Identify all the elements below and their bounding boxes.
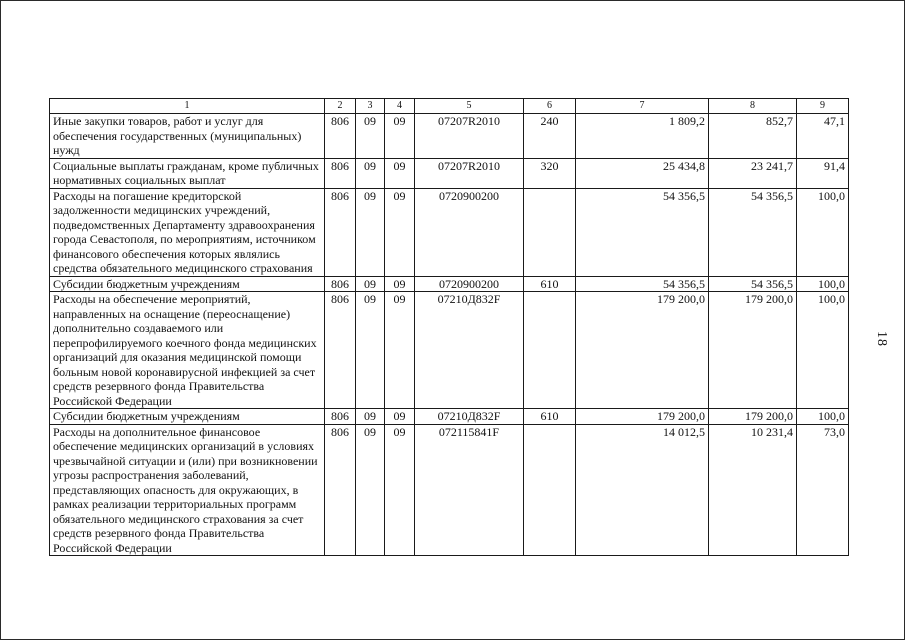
subsection-code: 09 [385,276,415,292]
subsection-code: 09 [385,424,415,556]
actual-amount: 23 241,7 [709,158,797,188]
subsection-code: 09 [385,114,415,159]
expense-name: Субсидии бюджетным учреждениям [50,276,325,292]
target-article-code: 07210Д832F [415,409,524,425]
expense-type-code: 610 [524,409,576,425]
expense-type-code [524,424,576,556]
expense-type-code [524,188,576,276]
actual-amount: 179 200,0 [709,409,797,425]
section-code: 09 [356,276,385,292]
execution-percent: 100,0 [797,292,849,409]
column-number: 8 [709,99,797,114]
subsection-code: 09 [385,409,415,425]
execution-percent: 73,0 [797,424,849,556]
expense-type-code: 610 [524,276,576,292]
department-code: 806 [325,292,356,409]
table-row [50,292,849,409]
actual-amount: 852,7 [709,114,797,159]
column-number: 6 [524,99,576,114]
expense-type-code: 320 [524,158,576,188]
planned-amount: 54 356,5 [576,188,709,276]
planned-amount: 179 200,0 [576,292,709,409]
page-number: 18 [874,331,889,347]
section-code: 09 [356,424,385,556]
column-number: 2 [325,99,356,114]
table-row [50,409,849,425]
table-row [50,188,849,276]
budget-table [49,98,849,556]
table-row [50,424,849,556]
section-code: 09 [356,114,385,159]
planned-amount: 25 434,8 [576,158,709,188]
expense-name: Субсидии бюджетным учреждениям [50,409,325,425]
expense-type-code [524,292,576,409]
execution-percent: 47,1 [797,114,849,159]
target-article-code: 07207R2010 [415,158,524,188]
planned-amount: 54 356,5 [576,276,709,292]
expense-type-code: 240 [524,114,576,159]
table-row [50,158,849,188]
column-number: 3 [356,99,385,114]
planned-amount: 14 012,5 [576,424,709,556]
expense-name: Расходы на дополнительное финансовое обеспечение медицинских организаций в условиях чрезвычайной ситуации и (или) при возникновении угрозы распространения заболеваний, представляющих опасность для окружающих, в рамках реализации территориальных программ обязательного медицинского страхования за счет средств резервного фонда Правительства Российской Федерации [50,424,325,556]
department-code: 806 [325,158,356,188]
target-article-code: 072115841F [415,424,524,556]
planned-amount: 1 809,2 [576,114,709,159]
table-row [50,276,849,292]
section-code: 09 [356,409,385,425]
actual-amount: 179 200,0 [709,292,797,409]
actual-amount: 54 356,5 [709,188,797,276]
department-code: 806 [325,424,356,556]
table-row [50,114,849,159]
execution-percent: 100,0 [797,276,849,292]
target-article-code: 07210Д832F [415,292,524,409]
section-code: 09 [356,188,385,276]
subsection-code: 09 [385,188,415,276]
target-article-code: 0720900200 [415,276,524,292]
column-number: 9 [797,99,849,114]
expense-name: Расходы на обеспечение мероприятий, направленных на оснащение (переоснащение) дополнительно создаваемого или перепрофилируемого коечного фонда медицинских организаций для оказания медицинской помощи больным новой коронавирусной инфекцией за счет средств резервного фонда Правительства Российской Федерации [50,292,325,409]
column-number-row [50,99,849,114]
execution-percent: 91,4 [797,158,849,188]
subsection-code: 09 [385,292,415,409]
execution-percent: 100,0 [797,188,849,276]
section-code: 09 [356,158,385,188]
column-number: 4 [385,99,415,114]
actual-amount: 54 356,5 [709,276,797,292]
section-code: 09 [356,292,385,409]
column-number: 7 [576,99,709,114]
target-article-code: 07207R2010 [415,114,524,159]
column-number: 1 [50,99,325,114]
planned-amount: 179 200,0 [576,409,709,425]
department-code: 806 [325,409,356,425]
expense-name: Иные закупки товаров, работ и услуг для обеспечения государственных (муниципальных) нужд [50,114,325,159]
expense-name: Расходы на погашение кредиторской задолженности медицинских учреждений, подведомственных Департаменту здравоохранения города Севастополя, по мероприятиям, источником финансового обеспечения которых являлись средства обязательного медицинского страхования [50,188,325,276]
department-code: 806 [325,276,356,292]
department-code: 806 [325,188,356,276]
execution-percent: 100,0 [797,409,849,425]
target-article-code: 0720900200 [415,188,524,276]
actual-amount: 10 231,4 [709,424,797,556]
subsection-code: 09 [385,158,415,188]
column-number: 5 [415,99,524,114]
department-code: 806 [325,114,356,159]
expense-name: Социальные выплаты гражданам, кроме публичных нормативных социальных выплат [50,158,325,188]
